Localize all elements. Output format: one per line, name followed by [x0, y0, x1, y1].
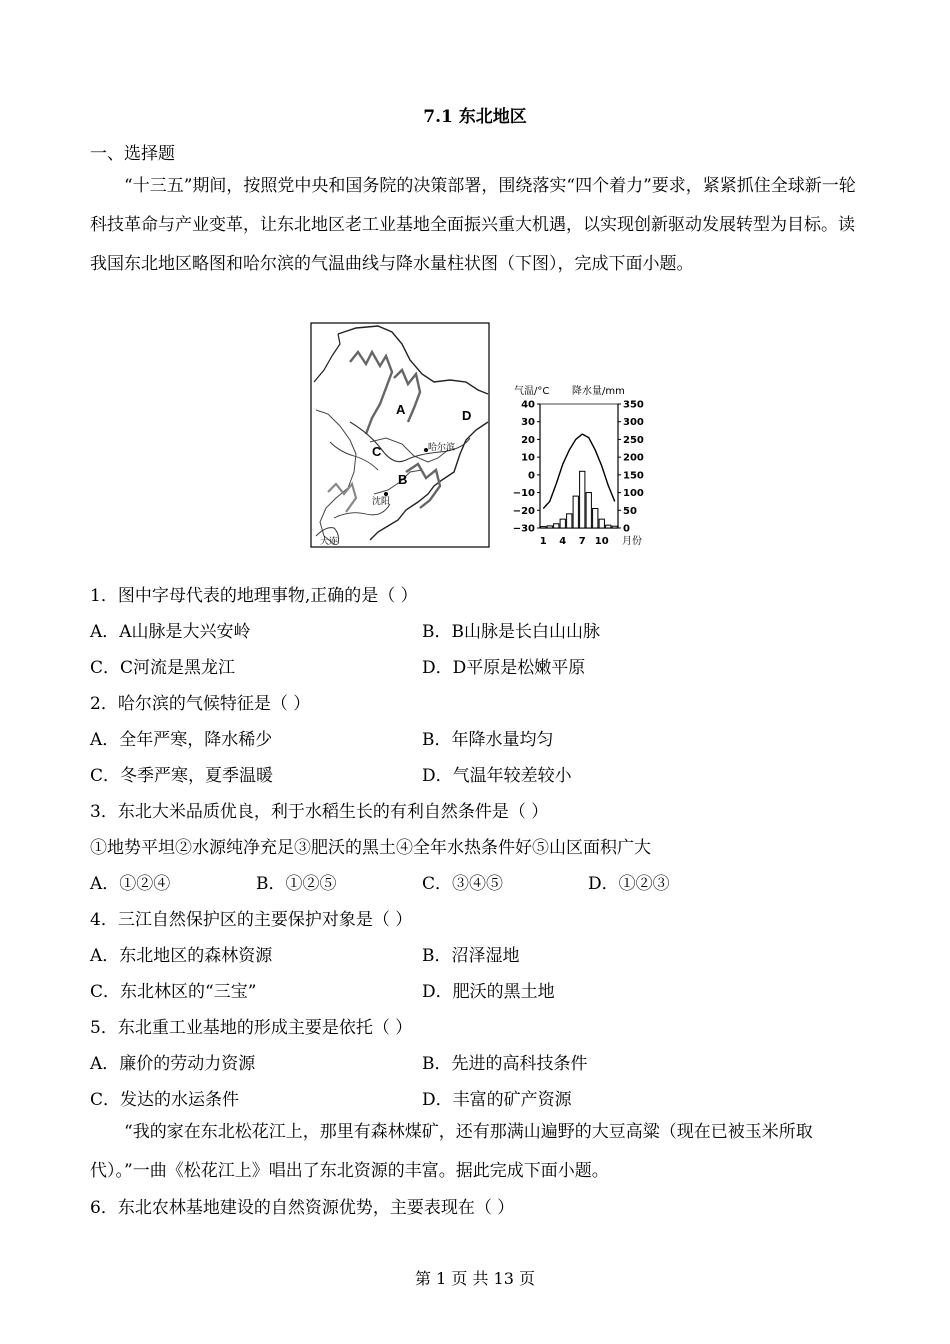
q3-option-b: B．①②⑤ [256, 874, 337, 894]
precip-tick-label: 250 [623, 434, 644, 446]
temp-tick-label: −20 [512, 505, 535, 517]
precip-bar [593, 509, 598, 528]
page-footer: 第 1 页 共 13 页 [415, 1269, 535, 1288]
map-label-dalian: 大连 [320, 537, 339, 547]
q4-option-d: D．肥沃的黑土地 [422, 982, 555, 1002]
section-heading: 一、选择题 [90, 144, 175, 164]
q1-option-d: D．D平原是松嫩平原 [422, 658, 586, 678]
x-tick-label: 4 [559, 536, 567, 547]
q5-option-c: C．发达的水运条件 [90, 1090, 240, 1110]
q3-option-a: A．①②④ [90, 874, 171, 894]
q1-option-a: A．A山脉是大兴安岭 [90, 622, 251, 642]
question-4-stem: 4．三江自然保护区的主要保护对象是（ ） [90, 910, 413, 930]
precip-bar [586, 493, 591, 528]
map-label-shenyang: 沈阳 [372, 497, 391, 507]
chart-right-title: 降水量/mm [572, 386, 625, 397]
question-1-stem: 1．图中字母代表的地理事物,正确的是（ ） [90, 586, 418, 606]
intro-paragraph: “十三五”期间，按照党中央和国务院的决策部署，围绕落实“四个着力”要求，紧紧抓住全球新一轮科技革命与产业变革，让东北地区老工业基地全面振兴重大机遇，以实现创新驱动发展转型为目标。读我国东北地区略图和哈尔滨的气温曲线与降水量柱状图（下图），完成下面小题。 [90, 176, 856, 274]
figure [310, 322, 650, 554]
q1-option-b: B．B山脉是长白山山脉 [422, 622, 600, 642]
climate-chart [513, 384, 644, 547]
precip-tick-label: 100 [623, 488, 644, 500]
temp-tick-label: 10 [521, 452, 535, 464]
temp-tick-label: 40 [521, 399, 535, 411]
precip-bar [554, 524, 559, 528]
chart-temp-line [543, 434, 615, 508]
precip-bar [612, 526, 617, 528]
q4-option-b: B．沼泽湿地 [422, 946, 520, 966]
x-tick-label: 1 [539, 536, 547, 547]
precip-tick-label: 50 [623, 505, 637, 517]
map-label-c: C [372, 444, 382, 459]
q2-option-a: A．全年严寒，降水稀少 [90, 730, 273, 750]
chart-axes [540, 404, 618, 528]
precip-bar [541, 527, 546, 528]
precip-bar [560, 519, 565, 528]
q4-option-c: C．东北林区的“三宝” [90, 982, 257, 1002]
precip-tick-label: 350 [623, 399, 644, 411]
precip-tick-label: 300 [623, 417, 644, 429]
q5-option-a: A．廉价的劳动力资源 [90, 1054, 256, 1074]
q2-option-b: B．年降水量均匀 [422, 730, 554, 750]
q2-option-d: D．气温年较差较小 [422, 766, 572, 786]
map-label-harbin: 哈尔滨 [428, 443, 456, 453]
chart-left-title: 气温/°C [514, 386, 550, 397]
temp-tick-label: −30 [512, 523, 535, 535]
precip-bar [606, 525, 611, 528]
northeast-map [311, 323, 489, 547]
q3-option-c: C．③④⑤ [422, 874, 504, 894]
question-3-stem: 3．东北大米品质优良，利于水稻生长的有利自然条件是（ ） [90, 802, 549, 822]
question-6-stem: 6．东北农林基地建设的自然资源优势，主要表现在（ ） [90, 1198, 515, 1218]
map-label-a: A [396, 402, 406, 417]
q3-option-d: D．①②③ [588, 874, 670, 894]
temp-tick-label: −10 [512, 488, 535, 500]
intro-paragraph-2: “我的家在东北松花江上，那里有森林煤矿，还有那满山遍野的大豆高粱（现在已被玉米所取代）。”一曲《松花江上》唱出了东北资源的丰富。据此完成下面小题。 [90, 1122, 813, 1181]
question-2-stem: 2．哈尔滨的气候特征是（ ） [90, 694, 311, 714]
map-label-d: D [462, 408, 472, 423]
x-tick-label: 7 [578, 536, 586, 547]
q2-option-c: C．冬季严寒，夏季温暖 [90, 766, 274, 786]
precip-tick-label: 150 [623, 470, 644, 482]
temp-tick-label: 0 [528, 470, 535, 482]
temp-tick-label: 20 [521, 434, 535, 446]
page-title: 7.1 东北地区 [423, 107, 527, 127]
q5-option-d: D．丰富的矿产资源 [422, 1090, 572, 1110]
chart-x-unit: 月份 [622, 536, 642, 547]
precip-bar [599, 519, 604, 528]
precip-bar [573, 496, 578, 528]
precip-bar [567, 514, 572, 528]
q1-option-c: C．C河流是黑龙江 [90, 658, 236, 678]
temperature-curve [543, 434, 615, 508]
map-frame [311, 323, 489, 547]
temp-tick-label: 30 [521, 417, 535, 429]
precip-tick-label: 200 [623, 452, 644, 464]
precip-bar [547, 526, 552, 528]
shenyang-dot [384, 492, 388, 496]
map-label-b: B [398, 472, 408, 487]
precip-tick-label: 0 [623, 523, 630, 535]
precip-bar [580, 471, 585, 528]
q4-option-a: A．东北地区的森林资源 [90, 946, 273, 966]
q5-option-b: B．先进的高科技条件 [422, 1054, 588, 1074]
figure-svg [310, 322, 650, 550]
q3-statements: ①地势平坦②水源纯净充足③肥沃的黑土④全年水热条件好⑤山区面积广大 [90, 838, 651, 858]
x-tick-label: 10 [594, 536, 609, 547]
question-5-stem: 5．东北重工业基地的形成主要是依托（ ） [90, 1018, 413, 1038]
